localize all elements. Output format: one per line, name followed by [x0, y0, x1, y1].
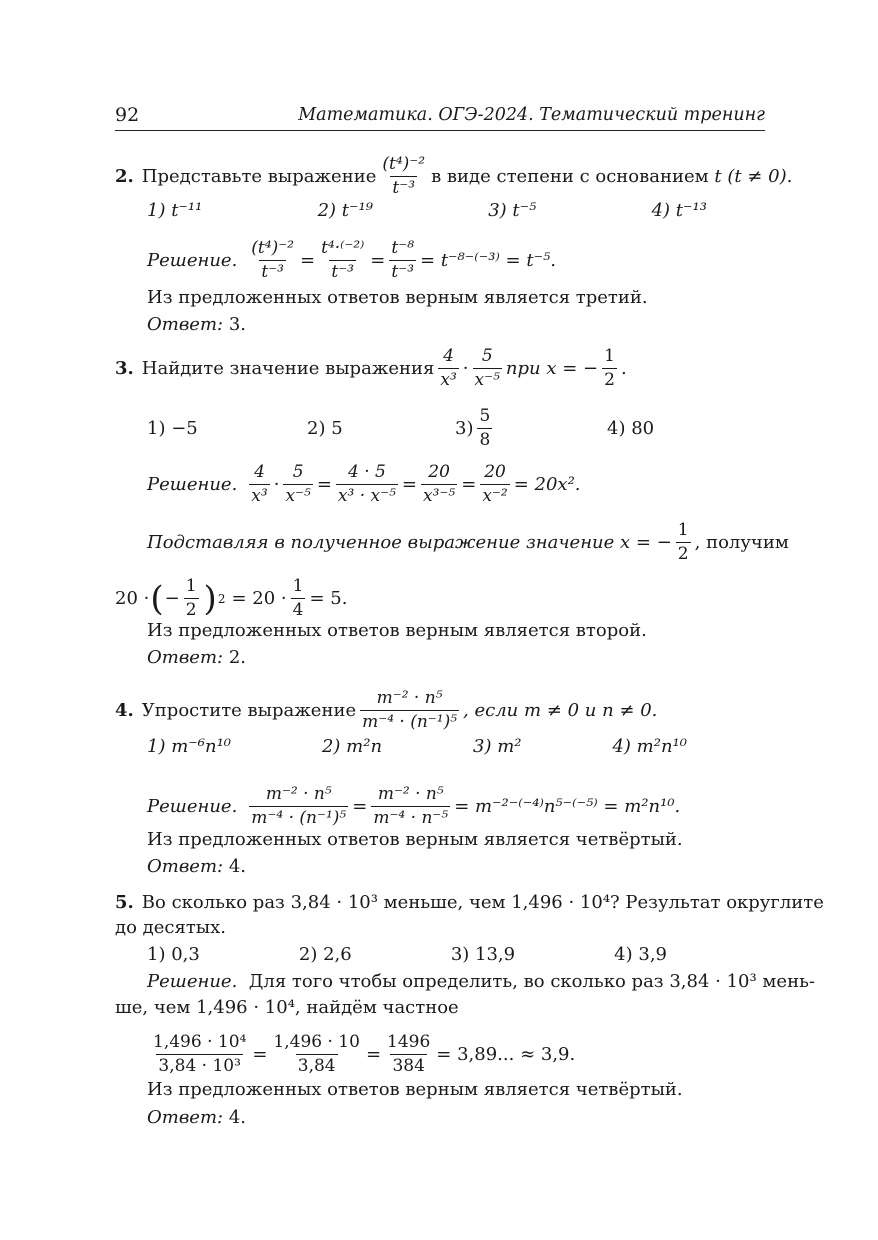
problem-4-options — [147, 735, 687, 759]
solution-label: Решение. — [147, 473, 238, 495]
answer-option: 1) −5 — [147, 417, 198, 439]
answer-option: 2) t⁻¹⁹ — [317, 200, 373, 221]
fraction: $\frac{20}{\text{x³⁻⁵}}$ — [423, 462, 456, 506]
fraction: $\frac{1,496 \cdot 10}{3,84}$ — [273, 1032, 360, 1076]
problem-5-options — [147, 943, 667, 967]
fraction: $\frac{4}{\text{x³}}$ — [251, 462, 268, 506]
fraction: $\frac{\text{(t⁴)⁻²}}{\text{t⁻³}}$ — [251, 238, 294, 282]
fraction: $\frac{1496}{384}$ — [387, 1032, 431, 1076]
problem-2-solution: Решение. $\frac{\text{(t⁴)⁻²}}{\text{t⁻³}}$ = $\frac{\text{t⁴·⁽⁻²⁾}}{\text{t⁻³}}$ = $\frac{\text{t⁻⁸}}{\text{t⁻³}}$ = t⁻⁸⁻⁽⁻³⁾ = t⁻⁵. — [147, 238, 557, 282]
answer-option: 4) t⁻¹³ — [651, 200, 707, 221]
problem-5-statement-cont: до десятых. — [115, 917, 226, 938]
fraction: $\frac{\text{t⁻⁸}}{\text{t⁻³}}$ — [391, 238, 415, 282]
fraction: $\frac{1}{4}$ — [292, 576, 304, 620]
problem-3-answer: Ответ: 2. — [147, 647, 247, 668]
answer-option: 3) $\frac{5}{8}$ — [455, 406, 491, 450]
running-title: Математика. ОГЭ-2024. Тематический тренинг — [298, 105, 765, 125]
fraction: $\frac{5}{8}$ — [479, 406, 491, 450]
answer-option: 1) t⁻¹¹ — [147, 200, 203, 221]
problem-4-statement: 4. Упростите выражение $\frac{\text{m⁻² · n⁵}}{\text{m⁻⁴ · (n⁻¹)⁵}}$ , если m ≠ 0 и n ≠ 0. — [115, 688, 658, 732]
fraction: $\frac{\text{(t⁴)⁻²}}{\text{t⁻³}}$ — [382, 154, 426, 198]
problem-2-conclusion: Из предложенных ответов верным является третий. — [147, 287, 648, 308]
fraction: $\frac{1}{2}$ — [185, 576, 197, 620]
solution-label: Решение. — [147, 971, 238, 992]
fraction: $\frac{5}{\text{x⁻⁵}}$ — [285, 462, 311, 506]
problem-3-substitution: Подставляя в полученное выражение значение x = − $\frac{1}{2}$ , получим — [147, 520, 789, 564]
solution-label: Решение. — [147, 795, 238, 817]
answer-option: 3) m² — [473, 736, 522, 757]
fraction: $\frac{20}{\text{x⁻²}}$ — [482, 462, 508, 506]
problem-3-conclusion: Из предложенных ответов верным является второй. — [147, 620, 647, 641]
fraction: $\frac{1}{2}$ — [604, 346, 615, 390]
answer-option: 3) t⁻⁵ — [488, 200, 537, 221]
fraction: $\frac{\text{m⁻² · n⁵}}{\text{m⁻⁴ · (n⁻¹)⁵}}$ — [362, 688, 458, 732]
answer-option: 1) 0,3 — [147, 944, 200, 965]
problem-5-statement: 5. Во сколько раз 3,84 · 10³ меньше, чем 1,496 · 10⁴? Результат округлите — [115, 892, 824, 913]
answer-option: 4) 80 — [607, 417, 655, 439]
fraction: $\frac{4}{\text{x³}}$ — [440, 346, 457, 390]
problem-4-answer: Ответ: 4. — [147, 856, 247, 877]
problem-4-solution: Решение. $\frac{\text{m⁻² · n⁵}}{\text{m⁻⁴ · (n⁻¹)⁵}}$ = $\frac{\text{m⁻² · n⁵}}{\text{m⁻⁴ · n⁻⁵}}$ = m⁻²⁻⁽⁻⁴⁾n⁵⁻⁽⁻⁵⁾ = m²n¹⁰. — [147, 784, 681, 828]
fraction: $\frac{1}{2}$ — [677, 520, 689, 564]
fraction: $\frac{4 \cdot 5}{\text{x³ · x⁻⁵}}$ — [337, 462, 396, 506]
problem-2-answer: Ответ: 3. — [147, 314, 247, 335]
fraction: $\frac{\text{m⁻² · n⁵}}{\text{m⁻⁴ · n⁻⁵}}$ — [373, 784, 449, 828]
problem-2-options — [147, 199, 707, 223]
problem-3-solution: Решение. $\frac{4}{\text{x³}}$ · $\frac{5}{\text{x⁻⁵}}$ = $\frac{4 \cdot 5}{\text{x³ · x⁻⁵}}$ = $\frac{20}{\text{x³⁻⁵}}$ = $\frac{20}{\text{x⁻²}}$ = 20x². — [147, 462, 581, 506]
answer-option: 4) 3,9 — [614, 944, 667, 965]
answer-option: 2) m²n — [321, 736, 383, 757]
problem-3-options — [147, 408, 657, 449]
fraction: $\frac{5}{\text{x⁻⁵}}$ — [474, 346, 500, 390]
problem-2-statement: 2. Представьте выражение $\frac{\text{(t⁴)⁻²}}{\text{t⁻³}}$ в виде степени с основанием t (t ≠ 0). — [115, 154, 793, 198]
problem-5-solution-cont: ше, чем 1,496 · 10⁴, найдём частное — [115, 997, 459, 1018]
page-header — [115, 102, 765, 131]
problem-5-conclusion: Из предложенных ответов верным является четвёртый. — [147, 1079, 683, 1100]
answer-option: 2) 2,6 — [298, 944, 352, 965]
answer-option: 1) m⁻⁶n¹⁰ — [147, 736, 232, 757]
problem-3-calculation: 20 · ( − $\frac{1}{2}$ ) 2 = 20 · $\frac{1}{4}$ = 5. — [115, 576, 348, 620]
fraction: $\frac{\text{t⁴·⁽⁻²⁾}}{\text{t⁻³}}$ — [321, 238, 365, 282]
problem-5-solution: Решение. Для того чтобы определить, во сколько раз 3,84 · 10³ мень- — [147, 971, 815, 992]
answer-option: 4) m²n¹⁰ — [612, 736, 687, 757]
problem-3-statement: 3. Найдите значение выражения $\frac{4}{\text{x³}}$ · $\frac{5}{\text{x⁻⁵}}$ при x = − $\frac{1}{2}$ . — [115, 346, 627, 390]
page-number: 92 — [115, 104, 140, 126]
problem-4-conclusion: Из предложенных ответов верным является четвёртый. — [147, 829, 683, 850]
answer-option: 2) 5 — [307, 417, 343, 439]
solution-label: Решение. — [147, 249, 238, 271]
answer-option: 3) 13,9 — [450, 944, 516, 965]
problem-5-calculation: $\frac{\text{1,496 · 10⁴}}{\text{3,84 · 10³}}$ = $\frac{1,496 \cdot 10}{3,84}$ = $\frac{1496}{384}$ = 3,89... ≈ 3,9. — [153, 1032, 576, 1076]
fraction: $\frac{\text{1,496 · 10⁴}}{\text{3,84 · 10³}}$ — [153, 1032, 247, 1076]
problem-5-answer: Ответ: 4. — [147, 1107, 247, 1128]
fraction: $\frac{\text{m⁻² · n⁵}}{\text{m⁻⁴ · (n⁻¹)⁵}}$ — [251, 784, 347, 828]
